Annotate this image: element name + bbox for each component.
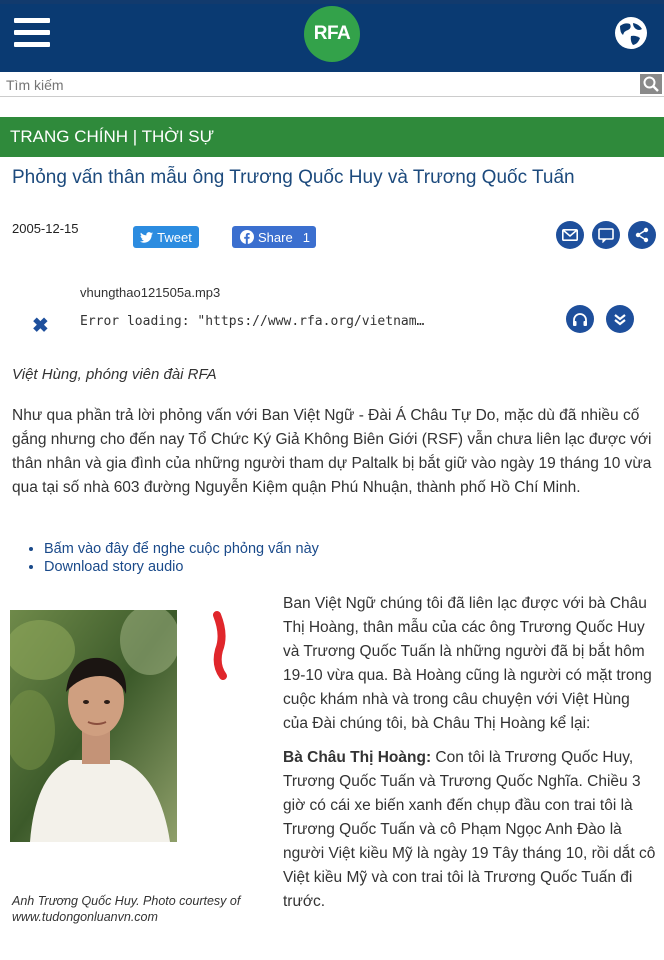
speaker-name: Bà Châu Thị Hoàng: xyxy=(283,749,432,766)
share-icon[interactable] xyxy=(628,221,656,249)
globe-icon[interactable] xyxy=(614,16,648,50)
email-icon[interactable] xyxy=(556,221,584,249)
search-bar xyxy=(0,72,664,97)
close-icon: ✖ xyxy=(32,315,49,337)
rfa-logo[interactable]: RFA xyxy=(304,6,360,62)
speaker-quote: Con tôi là Trương Quốc Huy, Trương Quốc Tuấn và Trương Quốc Nghĩa. Chiều 3 giờ có cái xe biến xanh đến chụp đầu con trai tôi là Trương Quốc Tuấn và cô Phạm Ngọc Anh Đào là người Việt kiều Mỹ là ngày 19 Tây tháng 10, rồi dắt cô Việt kiều Mỹ và con trai tôi là Trương Quốc Tuấn đi trước. xyxy=(283,749,656,910)
top-accent-line xyxy=(0,0,664,4)
listen-interview-link[interactable]: • Bấm vào đây để nghe cuộc phỏng vấn này xyxy=(44,540,319,558)
audio-filename: vhungthao121505a.mp3 xyxy=(80,285,221,300)
article-byline: Việt Hùng, phóng viên đài RFA xyxy=(12,366,217,383)
hamburger-menu-icon[interactable] xyxy=(14,16,52,50)
article-intro-paragraph: Như qua phần trả lời phỏng vấn với Ban Việt Ngữ - Đài Á Châu Tự Do, mặc dù đã nhiều cố gắng nhưng cho đến nay Tổ Chức Ký Giả Không Biên Giới (RSF) vẫn chưa liên lạc được với thân nhân và gia đình của những người tham dự Paltalk bị bắt giữ vào ngày 19 tháng 10 vừa qua tại số nhà 603 đường Nguyễn Kiệm quận Phú Nhuận, thành phố Hồ Chí Minh. xyxy=(12,407,652,496)
headphones-icon[interactable] xyxy=(566,305,594,333)
download-audio-link[interactable]: • Download story audio xyxy=(44,558,319,576)
twitter-bird-icon xyxy=(140,232,153,243)
article-date: 2005-12-15 xyxy=(12,221,79,236)
article-headline: Phỏng vấn thân mẫu ông Trương Quốc Huy và Trương Quốc Tuấn xyxy=(12,167,575,188)
photo-caption: Anh Trương Quốc Huy. Photo courtesy of www.tudongonluanvn.com xyxy=(12,894,241,924)
facebook-icon xyxy=(240,230,254,244)
body-paragraph-2 xyxy=(283,746,657,914)
audio-links-list xyxy=(30,540,319,576)
tweet-button[interactable] xyxy=(133,226,199,248)
top-navigation-bar xyxy=(0,0,664,72)
article-photo xyxy=(10,610,177,842)
search-icon[interactable] xyxy=(640,74,662,94)
search-input[interactable] xyxy=(4,74,638,96)
facebook-share-button[interactable] xyxy=(232,226,316,248)
section-breadcrumb[interactable]: TRANG CHÍNH | THỜI SỰ xyxy=(0,117,664,157)
body-paragraph-1: Ban Việt Ngữ chúng tôi đã liên lạc được với bà Châu Thị Hoàng, thân mẫu của các ông Trương Quốc Huy và Trương Quốc Tuấn là những người đã bị bắt hôm 19-10 vừa qua. Bà Hoàng cũng là người có mặt trong cuộc khám nhà và trong câu chuyện với Việt Hùng của Đài chúng tôi, bà Châu Thị Hoàng kể lại: xyxy=(283,595,652,732)
tweet-label: Tweet xyxy=(157,229,192,245)
download-arrow-icon[interactable] xyxy=(606,305,634,333)
article-body xyxy=(283,592,657,914)
comment-icon[interactable] xyxy=(592,221,620,249)
share-count: 1 xyxy=(302,229,310,245)
red-annotation-mark xyxy=(205,610,235,680)
audio-error-message: Error loading: "https://www.rfa.org/vietnam… xyxy=(80,314,425,329)
share-label: Share xyxy=(258,229,293,245)
